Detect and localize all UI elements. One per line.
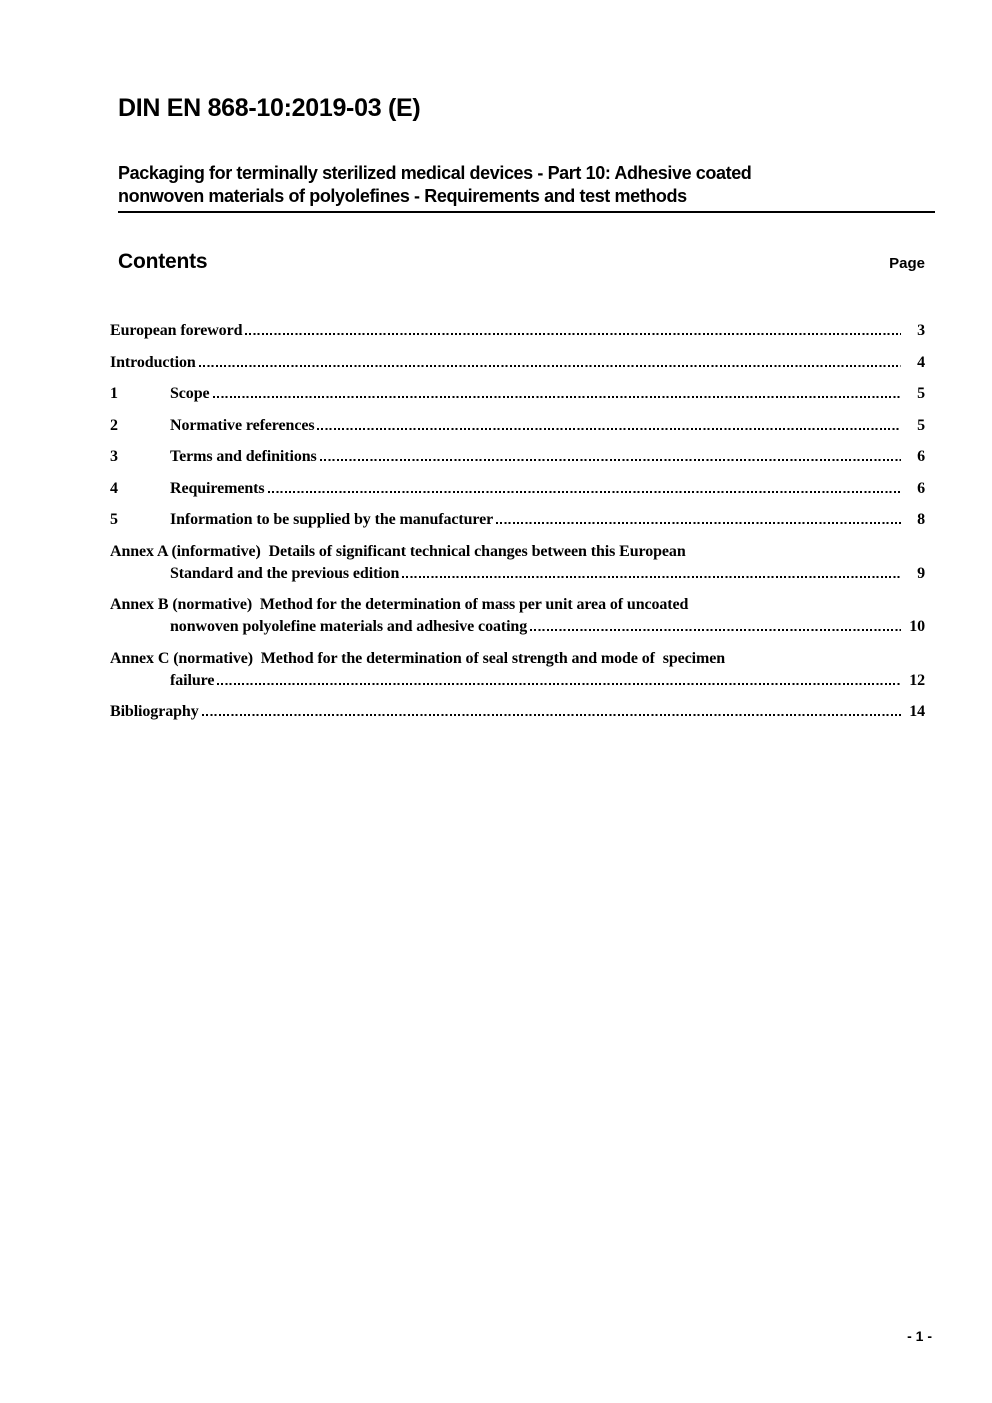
toc-entry-page-number: 6 bbox=[917, 448, 925, 465]
toc-entry-number: 5 bbox=[110, 511, 118, 528]
toc-entry-number: 3 bbox=[110, 448, 118, 465]
toc-entry-row bbox=[110, 509, 925, 531]
toc-entry bbox=[110, 594, 925, 638]
leader-dots bbox=[199, 365, 901, 367]
toc-entry-page-number: 5 bbox=[917, 416, 925, 434]
toc-entry-title: Scope bbox=[170, 385, 210, 402]
toc-entry bbox=[110, 415, 925, 437]
leader-dots bbox=[317, 428, 901, 430]
leader-dots bbox=[268, 491, 902, 493]
document-number-title: DIN EN 868-10:2019-03 (E) bbox=[118, 94, 421, 122]
document-subtitle bbox=[118, 162, 935, 213]
toc-entry-title: Terms and definitions bbox=[170, 448, 317, 465]
toc-entry-number: 1 bbox=[110, 385, 118, 402]
toc-entry-page-number: 12 bbox=[909, 671, 925, 689]
toc-entry-row bbox=[170, 563, 925, 585]
toc-entry-page-number: 10 bbox=[909, 618, 925, 635]
leader-dots bbox=[402, 576, 901, 578]
toc-entry bbox=[110, 701, 925, 723]
footer-page-number: - 1 - bbox=[907, 1328, 932, 1344]
toc-entry-title-line-2: failure bbox=[170, 671, 215, 689]
page-content bbox=[110, 0, 935, 733]
toc-entry-title: Requirements bbox=[170, 479, 265, 497]
toc-entry-row bbox=[110, 446, 925, 468]
toc-entry-row bbox=[170, 670, 925, 692]
leader-dots bbox=[202, 714, 901, 716]
toc-entry-title-line-2: Standard and the previous edition bbox=[170, 564, 400, 582]
leader-dots bbox=[217, 683, 901, 685]
toc-entry-row bbox=[110, 701, 925, 723]
toc-entry-title-line-2: nonwoven polyolefine materials and adhesive coating bbox=[170, 618, 528, 635]
toc-entry bbox=[110, 446, 925, 468]
toc-entry bbox=[110, 478, 925, 500]
toc-entry bbox=[110, 509, 925, 531]
toc-entry-page-number: 3 bbox=[917, 322, 925, 339]
toc-entry-page-number: 4 bbox=[917, 353, 925, 371]
toc-entry bbox=[110, 648, 925, 692]
toc-entry bbox=[110, 352, 925, 374]
leader-dots bbox=[530, 629, 901, 631]
toc-entry-page-number: 8 bbox=[917, 511, 925, 528]
contents-heading: Contents bbox=[118, 250, 208, 273]
toc-entry-title: Normative references bbox=[170, 416, 315, 434]
leader-dots bbox=[320, 459, 901, 461]
toc-entry-row bbox=[110, 415, 925, 437]
toc-entry-page-number: 5 bbox=[917, 385, 925, 402]
toc-entry-title: Introduction bbox=[110, 353, 196, 371]
table-of-contents bbox=[110, 320, 925, 723]
toc-entry-row bbox=[110, 320, 925, 342]
leader-dots bbox=[245, 333, 901, 335]
page-column-label: Page bbox=[889, 255, 925, 272]
toc-entry bbox=[110, 320, 925, 342]
toc-entry-title-line-1: Annex B (normative) Method for the determination of mass per unit area of uncoated bbox=[110, 596, 689, 613]
toc-entry-number: 2 bbox=[110, 416, 118, 434]
subtitle-line-2: nonwoven materials of polyolefines - Requirements and test methods bbox=[118, 186, 687, 206]
toc-entry-title: Information to be supplied by the manufacturer bbox=[170, 511, 494, 528]
toc-entry-page-number: 6 bbox=[917, 479, 925, 497]
toc-entry-row bbox=[110, 478, 925, 500]
leader-dots bbox=[496, 522, 901, 524]
toc-entry-title-line-1: Annex A (informative) Details of significant technical changes between this European bbox=[110, 542, 686, 560]
toc-entry-row bbox=[170, 616, 925, 638]
toc-entry-page-number: 14 bbox=[909, 703, 925, 720]
leader-dots bbox=[213, 396, 901, 398]
toc-entry-title-line-1: Annex C (normative) Method for the determination of seal strength and mode of specimen bbox=[110, 649, 725, 667]
contents-header-row bbox=[118, 249, 935, 275]
toc-entry-title: Bibliography bbox=[110, 703, 199, 720]
toc-entry-row bbox=[110, 352, 925, 374]
toc-entry-title: European foreword bbox=[110, 322, 243, 339]
toc-entry-number: 4 bbox=[110, 479, 118, 497]
toc-entry bbox=[110, 383, 925, 405]
toc-entry-row bbox=[110, 383, 925, 405]
toc-entry bbox=[110, 541, 925, 585]
toc-entry-page-number: 9 bbox=[917, 564, 925, 582]
subtitle-line-1: Packaging for terminally sterilized medical devices - Part 10: Adhesive coated bbox=[118, 163, 752, 183]
